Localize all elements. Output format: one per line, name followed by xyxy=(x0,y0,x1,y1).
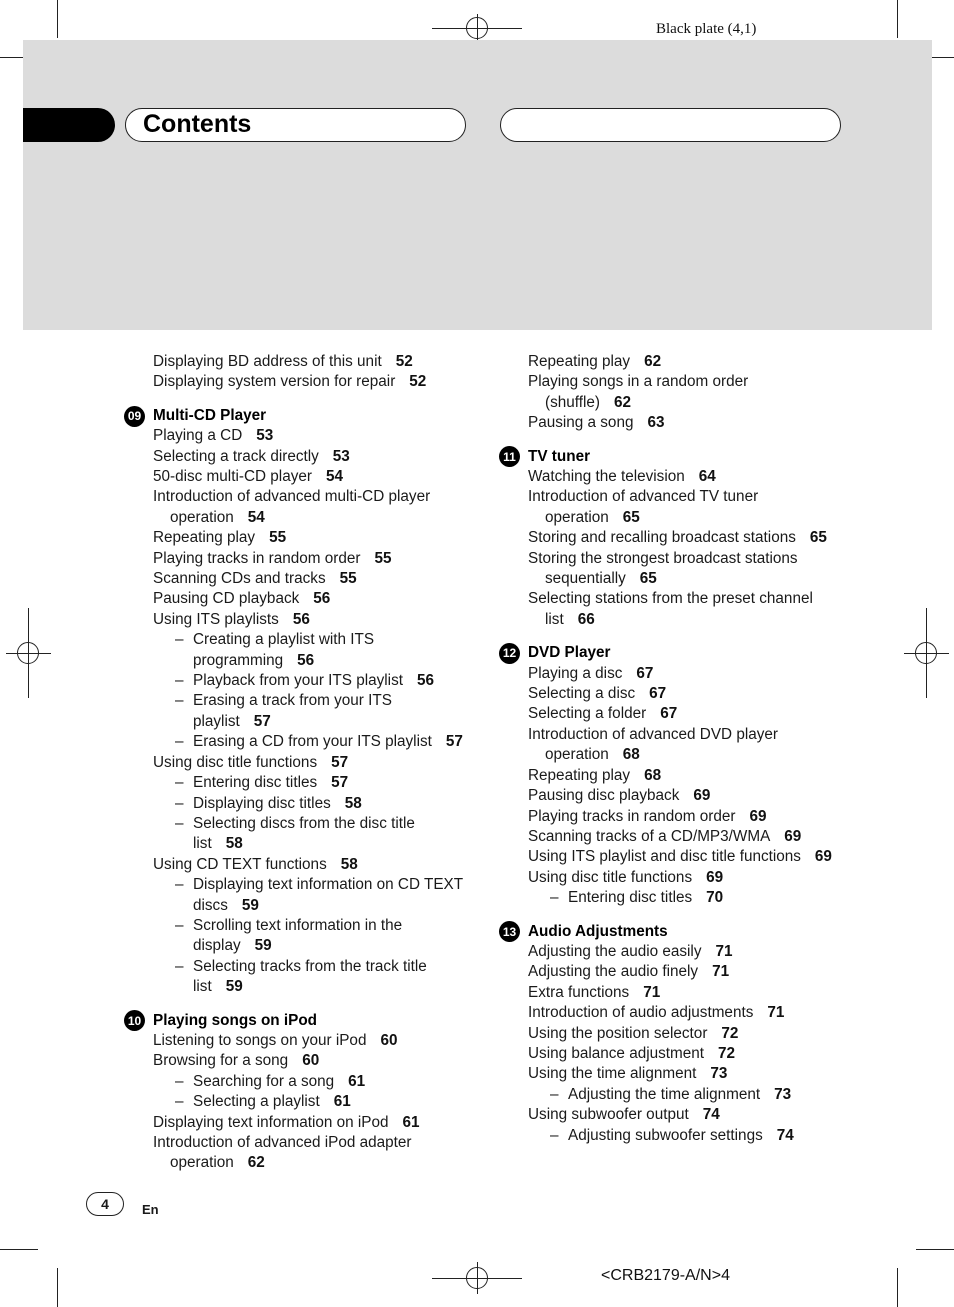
toc-entry[interactable] xyxy=(124,487,484,507)
toc-entry[interactable] xyxy=(499,725,859,745)
toc-page-number: 73 xyxy=(710,1065,728,1083)
toc-entry[interactable] xyxy=(499,745,859,765)
toc-page-number: 56 xyxy=(313,590,331,608)
section-title: Multi-CD Player xyxy=(153,406,267,424)
toc-entry-text: Playback from your ITS playlist xyxy=(193,672,403,690)
toc-page-number: 62 xyxy=(644,353,662,370)
toc-entry-text: Using CD TEXT functions xyxy=(153,855,327,873)
toc-entry-text: Playing a disc xyxy=(528,664,623,682)
toc-entry[interactable] xyxy=(499,352,859,372)
toc-entry-text: discs xyxy=(193,896,228,914)
toc-entry-text: Selecting a disc xyxy=(528,685,636,703)
toc-entry[interactable] xyxy=(124,691,484,711)
toc-page-number: 53 xyxy=(332,447,350,465)
toc-entry-text: Entering disc titles xyxy=(568,889,693,907)
toc-entry[interactable] xyxy=(124,528,484,548)
toc-entry-text: Displaying text information on CD TEXT xyxy=(193,876,464,894)
crop-mark xyxy=(897,1268,898,1307)
toc-entry-text: operation xyxy=(170,508,234,526)
toc-page-number: 61 xyxy=(333,1093,351,1111)
toc-entry[interactable] xyxy=(124,753,484,773)
toc-entry-text: display xyxy=(193,937,241,955)
toc-entry[interactable] xyxy=(499,704,859,724)
toc-entry[interactable] xyxy=(499,847,859,867)
toc-page-number: 64 xyxy=(698,468,716,486)
toc-entry-text: Pausing a song xyxy=(528,414,634,432)
toc-entry[interactable] xyxy=(499,962,859,982)
toc-entry[interactable] xyxy=(124,352,484,372)
toc-entry[interactable] xyxy=(499,1044,859,1064)
toc-entry-text: Introduction of advanced TV tuner xyxy=(528,488,759,506)
toc-entry-text: Selecting discs from the disc title xyxy=(193,814,415,832)
toc-entry-text: Scrolling text information in the xyxy=(193,916,403,934)
toc-entry[interactable] xyxy=(499,1024,859,1044)
toc-entry[interactable] xyxy=(124,508,484,528)
toc-page-number: 69 xyxy=(814,848,832,866)
crop-mark xyxy=(57,1268,58,1307)
toc-entry-text: Storing and recalling broadcast stations xyxy=(528,529,796,547)
toc-page-number: 59 xyxy=(225,978,243,996)
toc-entry-text: Selecting tracks from the track title xyxy=(193,957,427,975)
toc-page-number: 65 xyxy=(809,529,827,547)
toc-entry[interactable] xyxy=(124,896,484,916)
toc-entry-text: Using the time alignment xyxy=(528,1065,697,1083)
section-heading xyxy=(124,406,484,426)
doc-code: <CRB2179-A/N>4 xyxy=(601,1267,730,1284)
toc-page-number: 69 xyxy=(749,807,767,825)
toc-page-number: 57 xyxy=(331,774,349,792)
toc-page-number: 57 xyxy=(445,733,463,751)
crop-mark xyxy=(57,0,58,38)
toc-entry[interactable] xyxy=(124,589,484,609)
toc-page-number: 52 xyxy=(395,353,413,370)
toc-entry-text: Pausing disc playback xyxy=(528,787,680,805)
toc-entry[interactable] xyxy=(124,1072,484,1092)
section-number-badge: 09 xyxy=(124,406,145,427)
toc-page-number: 71 xyxy=(643,983,661,1001)
toc-page-number: 54 xyxy=(247,508,265,526)
toc-entry[interactable] xyxy=(499,827,859,847)
toc-entry[interactable] xyxy=(124,426,484,446)
toc-entry-text: Displaying BD address of this unit xyxy=(153,353,382,370)
toc-page-number: 69 xyxy=(706,868,724,886)
toc-entry-text: Scanning CDs and tracks xyxy=(153,570,326,588)
toc-entry-text: Watching the television xyxy=(528,468,685,486)
toc-entry-text: Searching for a song xyxy=(193,1072,335,1090)
toc-column-left xyxy=(124,352,484,1174)
toc-entry[interactable] xyxy=(499,888,859,908)
toc-page-number: 55 xyxy=(339,570,357,588)
toc-entry[interactable] xyxy=(499,664,859,684)
toc-entry[interactable] xyxy=(499,467,859,487)
toc-entry[interactable] xyxy=(499,393,859,413)
toc-page-number: 71 xyxy=(715,942,733,960)
toc-entry[interactable] xyxy=(499,589,859,609)
toc-entry-text: programming xyxy=(193,651,284,669)
crop-mark xyxy=(916,1249,954,1250)
toc-entry[interactable] xyxy=(124,814,484,834)
plate-label: Black plate (4,1) xyxy=(656,21,757,37)
toc-page-number: 63 xyxy=(647,414,665,432)
toc-entry-text: Using subwoofer output xyxy=(528,1106,689,1124)
empty-pill xyxy=(500,108,841,142)
toc-entry-text: Playing tracks in random order xyxy=(153,549,361,567)
toc-entry[interactable] xyxy=(499,569,859,589)
toc-entry[interactable] xyxy=(499,487,859,507)
toc-page-number: 69 xyxy=(784,827,802,845)
toc-page-number: 72 xyxy=(718,1044,736,1062)
toc-entry-text: Adjusting subwoofer settings xyxy=(568,1126,763,1144)
section-title: Audio Adjustments xyxy=(528,922,668,940)
toc-page-number: 60 xyxy=(302,1052,320,1070)
toc-page-number: 62 xyxy=(247,1154,265,1172)
toc-page-number: 54 xyxy=(325,468,343,486)
toc-entry-text: Using disc title functions xyxy=(153,753,318,771)
section-heading xyxy=(499,922,859,942)
section-number-badge: 13 xyxy=(499,921,520,942)
toc-column-right xyxy=(499,352,859,1146)
toc-entry[interactable] xyxy=(499,528,859,548)
toc-entry[interactable] xyxy=(499,1105,859,1125)
toc-entry-text: sequentially xyxy=(545,570,626,588)
toc-entry[interactable] xyxy=(124,855,484,875)
toc-entry-text: Repeating play xyxy=(528,353,631,370)
toc-page-number: 57 xyxy=(253,712,271,730)
toc-page-number: 55 xyxy=(374,549,392,567)
toc-entry[interactable] xyxy=(499,372,859,392)
page-title: Contents xyxy=(143,110,252,138)
toc-page-number: 71 xyxy=(767,1004,785,1022)
toc-entry[interactable] xyxy=(124,1051,484,1071)
toc-entry[interactable] xyxy=(499,766,859,786)
section-title: DVD Player xyxy=(528,644,611,662)
toc-entry-text: Erasing a CD from your ITS playlist xyxy=(193,733,432,751)
title-pill xyxy=(125,108,466,142)
toc-entry[interactable] xyxy=(124,467,484,487)
toc-entry[interactable] xyxy=(499,549,859,569)
toc-entry[interactable] xyxy=(124,1133,484,1153)
toc-entry-text: Selecting stations from the preset channel xyxy=(528,590,813,608)
header-tab-marker xyxy=(23,108,115,142)
toc-entry-text: Displaying disc titles xyxy=(193,794,331,812)
section-number-badge: 12 xyxy=(499,643,520,664)
toc-page-number: 72 xyxy=(721,1024,739,1042)
toc-entry[interactable] xyxy=(499,1085,859,1105)
toc-page-number: 56 xyxy=(416,672,434,690)
toc-entry[interactable] xyxy=(124,977,484,997)
toc-entry[interactable] xyxy=(124,671,484,691)
toc-entry-text: operation xyxy=(545,746,609,764)
toc-entry-text: Using ITS playlists xyxy=(153,610,279,628)
toc-entry-text: operation xyxy=(170,1154,234,1172)
toc-entry-text: list xyxy=(193,835,212,853)
toc-page-number: 58 xyxy=(225,835,243,853)
toc-page-number: 70 xyxy=(706,889,724,907)
section-heading xyxy=(499,643,859,663)
toc-entry-text: Entering disc titles xyxy=(193,774,318,792)
toc-entry[interactable] xyxy=(499,684,859,704)
toc-entry-text: Introduction of advanced DVD player xyxy=(528,725,778,743)
toc-entry-text: Using balance adjustment xyxy=(528,1044,705,1062)
toc-entry-text: Adjusting the audio finely xyxy=(528,963,699,981)
toc-entry[interactable] xyxy=(124,372,484,392)
toc-entry[interactable] xyxy=(124,916,484,936)
toc-page-number: 52 xyxy=(409,373,427,391)
toc-entry-text: Introduction of advanced multi-CD player xyxy=(153,488,431,506)
toc-entry[interactable] xyxy=(499,868,859,888)
toc-page-number: 59 xyxy=(254,937,272,955)
toc-entry[interactable] xyxy=(499,807,859,827)
toc-entry[interactable] xyxy=(499,610,859,630)
toc-page-number: 60 xyxy=(380,1031,398,1049)
toc-entry-text: Using the position selector xyxy=(528,1024,708,1042)
toc-entry-text: Using disc title functions xyxy=(528,868,693,886)
toc-page-number: 65 xyxy=(622,508,640,526)
toc-entry[interactable] xyxy=(499,413,859,433)
toc-entry[interactable] xyxy=(124,569,484,589)
toc-entry[interactable] xyxy=(124,773,484,793)
toc-page-number: 58 xyxy=(340,855,358,873)
toc-entry[interactable] xyxy=(124,936,484,956)
section-title: Playing songs on iPod xyxy=(153,1011,318,1029)
toc-entry-text: Adjusting the time alignment xyxy=(568,1085,761,1103)
toc-entry-text: Erasing a track from your ITS xyxy=(193,692,392,710)
crop-mark xyxy=(897,0,898,38)
toc-entry[interactable] xyxy=(124,1092,484,1112)
toc-entry-text: Creating a playlist with ITS xyxy=(193,631,375,649)
toc-page-number: 67 xyxy=(660,705,678,723)
toc-entry[interactable] xyxy=(124,1153,484,1173)
toc-entry[interactable] xyxy=(124,549,484,569)
toc-page-number: 61 xyxy=(348,1072,366,1090)
section-title: TV tuner xyxy=(528,447,591,465)
toc-entry-text: Storing the strongest broadcast stations xyxy=(528,549,798,567)
toc-entry[interactable] xyxy=(124,630,484,650)
toc-entry-text: Adjusting the audio easily xyxy=(528,942,702,960)
toc-page-number: 69 xyxy=(693,787,711,805)
toc-entry[interactable] xyxy=(124,732,484,752)
language-label: En xyxy=(142,1202,159,1217)
toc-entry[interactable] xyxy=(499,1064,859,1084)
toc-entry-text: playlist xyxy=(193,712,240,730)
toc-page-number: 74 xyxy=(702,1106,720,1124)
toc-entry[interactable] xyxy=(124,794,484,814)
toc-entry[interactable] xyxy=(124,1113,484,1133)
toc-entry[interactable] xyxy=(499,1003,859,1023)
toc-page-number: 71 xyxy=(712,963,730,981)
toc-page-number: 59 xyxy=(241,896,259,914)
toc-entry-text: Selecting a playlist xyxy=(193,1093,320,1111)
toc-page-number: 58 xyxy=(344,794,362,812)
toc-entry[interactable] xyxy=(124,834,484,854)
toc-page-number: 56 xyxy=(292,610,310,628)
toc-page-number: 56 xyxy=(297,651,315,669)
toc-page-number: 53 xyxy=(256,427,274,445)
toc-page-number: 73 xyxy=(774,1085,792,1103)
toc-entry-text: Displaying text information on iPod xyxy=(153,1113,389,1131)
toc-entry-text: 50-disc multi-CD player xyxy=(153,468,312,486)
toc-entry-text: Browsing for a song xyxy=(153,1052,289,1070)
crop-mark xyxy=(0,1249,38,1250)
toc-entry[interactable] xyxy=(124,1031,484,1051)
toc-entry-text: Selecting a folder xyxy=(528,705,647,723)
toc-entry-text: Playing tracks in random order xyxy=(528,807,736,825)
toc-entry-text: Pausing CD playback xyxy=(153,590,300,608)
toc-page-number: 61 xyxy=(402,1113,420,1131)
toc-entry-text: (shuffle) xyxy=(545,393,600,411)
section-heading xyxy=(499,447,859,467)
toc-entry-text: Introduction of advanced iPod adapter xyxy=(153,1134,412,1151)
toc-page-number: 68 xyxy=(622,746,640,764)
toc-entry-text: list xyxy=(193,978,212,996)
toc-entry[interactable] xyxy=(124,957,484,977)
toc-page-number: 67 xyxy=(636,664,654,682)
toc-entry[interactable] xyxy=(499,1126,859,1146)
toc-entry-text: Playing songs in a random order xyxy=(528,373,749,391)
toc-page-number: 74 xyxy=(776,1126,794,1144)
toc-page-number: 66 xyxy=(577,610,595,628)
toc-entry-text: operation xyxy=(545,508,609,526)
toc-page-number: 67 xyxy=(649,685,667,703)
section-heading xyxy=(124,1011,484,1031)
toc-page-number: 65 xyxy=(639,570,657,588)
section-number-badge: 11 xyxy=(499,446,520,467)
toc-page-number: 55 xyxy=(269,529,287,547)
toc-entry[interactable] xyxy=(499,508,859,528)
toc-entry-text: Scanning tracks of a CD/MP3/WMA xyxy=(528,827,771,845)
toc-page-number: 68 xyxy=(644,766,662,784)
toc-entry[interactable] xyxy=(499,786,859,806)
section-number-badge: 10 xyxy=(124,1010,145,1031)
toc-entry[interactable] xyxy=(124,610,484,630)
toc-entry-text: Playing a CD xyxy=(153,427,243,445)
toc-entry-text: Displaying system version for repair xyxy=(153,373,396,391)
toc-entry[interactable] xyxy=(499,983,859,1003)
toc-entry-text: Introduction of audio adjustments xyxy=(528,1004,754,1022)
toc-entry-text: Listening to songs on your iPod xyxy=(153,1031,367,1049)
toc-entry[interactable] xyxy=(124,651,484,671)
toc-entry[interactable] xyxy=(499,942,859,962)
page-number: 4 xyxy=(86,1192,124,1216)
toc-page-number: 62 xyxy=(613,393,631,411)
toc-entry[interactable] xyxy=(124,875,484,895)
toc-page-number: 57 xyxy=(331,753,349,771)
toc-entry[interactable] xyxy=(124,447,484,467)
toc-entry-text: Using ITS playlist and disc title functions xyxy=(528,848,801,866)
toc-entry-text: Repeating play xyxy=(153,529,256,547)
toc-entry[interactable] xyxy=(124,712,484,732)
toc-entry-text: list xyxy=(545,610,564,628)
toc-entry-text: Selecting a track directly xyxy=(153,447,319,465)
header-banner xyxy=(23,40,932,330)
toc-entry-text: Repeating play xyxy=(528,766,631,784)
toc-entry-text: Extra functions xyxy=(528,983,630,1001)
